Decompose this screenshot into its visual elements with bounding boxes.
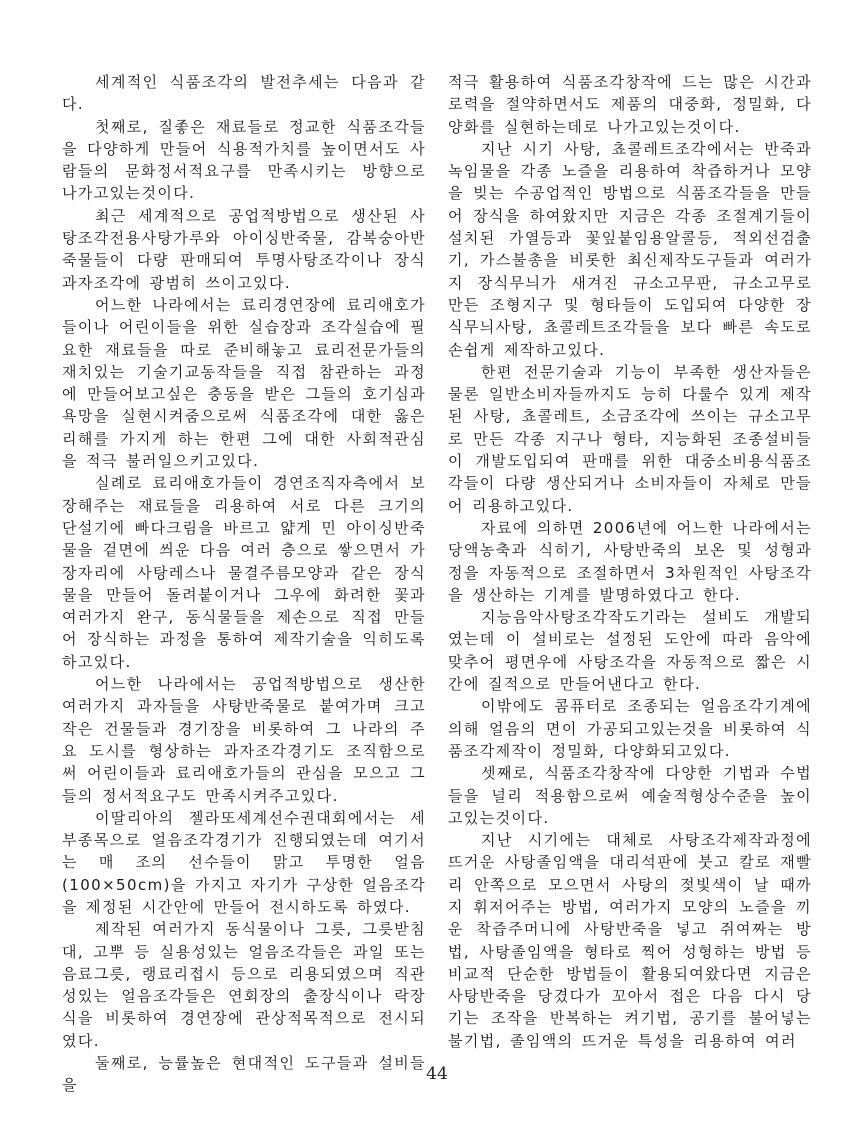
- text-column-left: [62, 71, 426, 1097]
- paragraph: 어느한 나라에서는 공업적방법으로 생산한 여러가지 과자들을 사탕반죽물로 붙여가며 크고작은 건물들과 경기장을 비롯하여 그 나라의 주요 도시를 형상하는 과자조각경기도 조직함으로써 어린이들과 료리애호가들의 관심을 모으고 그들의 정서적요구도 만족시켜주고있다.: [62, 675, 426, 805]
- paragraph: 지난 시기 사탕, 쵸콜레트조각에서는 반죽과 녹임물을 각종 노즐을 리용하여 착즙하거나 모양을 빚는 수공업적인 방법으로 식품조각들을 만들어 장식을 하여왔지만 지금은 각종 조절계기들이 설치된 가열등과 꽃잎붙임용알콜등, 적외선검출기, 가스불총을 비롯한 최신제작도구들과 여러가지 장식무늬가 새겨진 규소고무판, 규소고무로 만든 조형지구 및 형타들이 도입되여 다양한 장식무늬사탕, 쵸콜레트조각들을 보다 빠른 속도로 손쉽게 제작하고있다.: [448, 139, 812, 359]
- paragraph: 둘째로, 능률높은 현대적인 도구들과 설비들을: [62, 1054, 426, 1095]
- paragraph: 자료에 의하면 2006년에 어느한 나라에서는 당액농축과 식히기, 사탕반죽의 보온 및 성형과정을 자동적으로 조절하면서 3차원적인 사탕조각을 생산하는 기계를 발명하였다고 한다.: [448, 518, 812, 604]
- paragraph: 세계적인 식품조각의 발전추세는 다음과 같다.: [62, 73, 426, 114]
- paragraph: 어느한 나라에서는 료리경연장에 료리애호가들이나 어린이들을 위한 실습장과 조각실습에 필요한 재료들을 따로 준비해놓고 료리전문가들의 재치있는 기술기교동작들을 직접 참관하는 과정에 만들어보고싶은 충동을 받은 그들의 호기심과 욕망을 실현시켜줌으로써 식품조각에 대한 옳은 리해를 가지게 하는 한편 그에 대한 사회적관심을 적극 불러일으키고있다.: [62, 295, 426, 471]
- paragraph: 적극 활용하여 식품조각창작에 드는 많은 시간과 로력을 절약하면서도 제품의 대중화, 정밀화, 다양화를 실현하는데로 나가고있는것이다.: [448, 73, 812, 136]
- paragraph: 최근 세계적으로 공업적방법으로 생산된 사탕조각전용사탕가루와 아이싱반죽물, 감복숭아반죽물들이 다량 판매되여 투명사탕조각이나 장식과자조각에 광범히 쓰이고있다.: [62, 206, 426, 292]
- paragraph: 이딸리아의 젤라또세계선수권대회에서는 세부종목으로 얼음조각경기가 진행되였는데 여기서는 매 조의 선수들이 맑고 투명한 얼음(100×50cm)을 가지고 자기가 구상한 얼음조각을 제정된 시간안에 만들어 전시하도록 하였다.: [62, 808, 426, 916]
- text-column-right: [448, 71, 812, 1097]
- paragraph: 실례로 료리애호가들이 경연조직자측에서 보장해주는 재료들을 리용하여 서로 다른 크기의 단설기에 빠다크림을 바르고 얇게 민 아이싱반죽물을 겉면에 씌운 다음 여러 층으로 쌓으면서 가장자리에 사탕레스나 물결주름모양과 같은 장식물을 만들어 돌려붙이거나 그우에 화려한 꽃과 여러가지 완구, 동식물들을 제손으로 직접 만들어 장식하는 과정을 통하여 제작기술을 익히도록 하고있다.: [62, 474, 426, 671]
- paragraph: 지난 시기에는 대체로 사탕조각제작과정에 뜨거운 사탕졸임액을 대리석판에 붓고 칼로 재빨리 안쪽으로 모으면서 사탕의 젖빛색이 날 때까지 휘저어주는 방법, 여러가지 모양의 노즐을 끼운 착즙주머니에 사탕반죽을 넣고 쥐여짜는 방법, 사탕졸임액을 형타로 찍어 성형하는 방법 등 비교적 단순한 방법들이 활용되여왔다면 지금은 사탕반죽을 당겼다가 꼬아서 접은 다음 다시 당기는 조작을 반복하는 켜기법, 공기를 불어넣는 불기법, 졸임액의 뜨거운 특성을 리용하여 여러: [448, 831, 812, 1050]
- paragraph: 첫째로, 질좋은 재료들로 정교한 식품조각들을 다양하게 만들어 식용적가치를 높이면서도 사람들의 문화정서적요구를 만족시키는 방향으로 나가고있는것이다.: [62, 117, 426, 203]
- paragraph: 셋째로, 식품조각창작에 다양한 기법과 수법들을 널리 적용함으로써 예술적형상수준을 높이고있는것이다.: [448, 764, 812, 827]
- paragraph: 제작된 여러가지 동식물이나 그릇, 그릇받침대, 고뿌 등 실용성있는 얼음조각들은 과일 또는 음료그릇, 랭료리접시 등으로 리용되였으며 직관성있는 얼음조각들은 연회장의 출장식이나 락장식을 비롯하여 경연장에 관상적목적으로 전시되였다.: [62, 920, 426, 1050]
- paragraph: 이밖에도 콤퓨터로 조종되는 얼음조각기계에 의해 얼음의 면이 가공되고있는것을 비롯하여 식품조각제작이 정밀화, 다양화되고있다.: [448, 697, 812, 760]
- paragraph: 지능음악사탕조각작도기라는 설비도 개발되였는데 이 설비로는 설정된 도안에 따라 음악에 맞추어 평면우에 사탕조각을 자동적으로 짧은 시간에 질적으로 만들어낸다고 한다.: [448, 608, 812, 694]
- paragraph: 한편 전문기술과 기능이 부족한 생산자들은 물론 일반소비자들까지도 능히 다룰수 있게 제작된 사탕, 쵸콜레트, 소금조각에 쓰이는 규소고무로 만든 각종 지구나 형타, 지능화된 조종설비들이 개발도입되여 판매를 위한 대중소비용식품조각들이 다량 생산되거나 소비자들이 자체로 만들어 리용하고있다.: [448, 362, 812, 515]
- text-columns: [62, 71, 812, 1097]
- page-number: 44: [426, 1064, 448, 1084]
